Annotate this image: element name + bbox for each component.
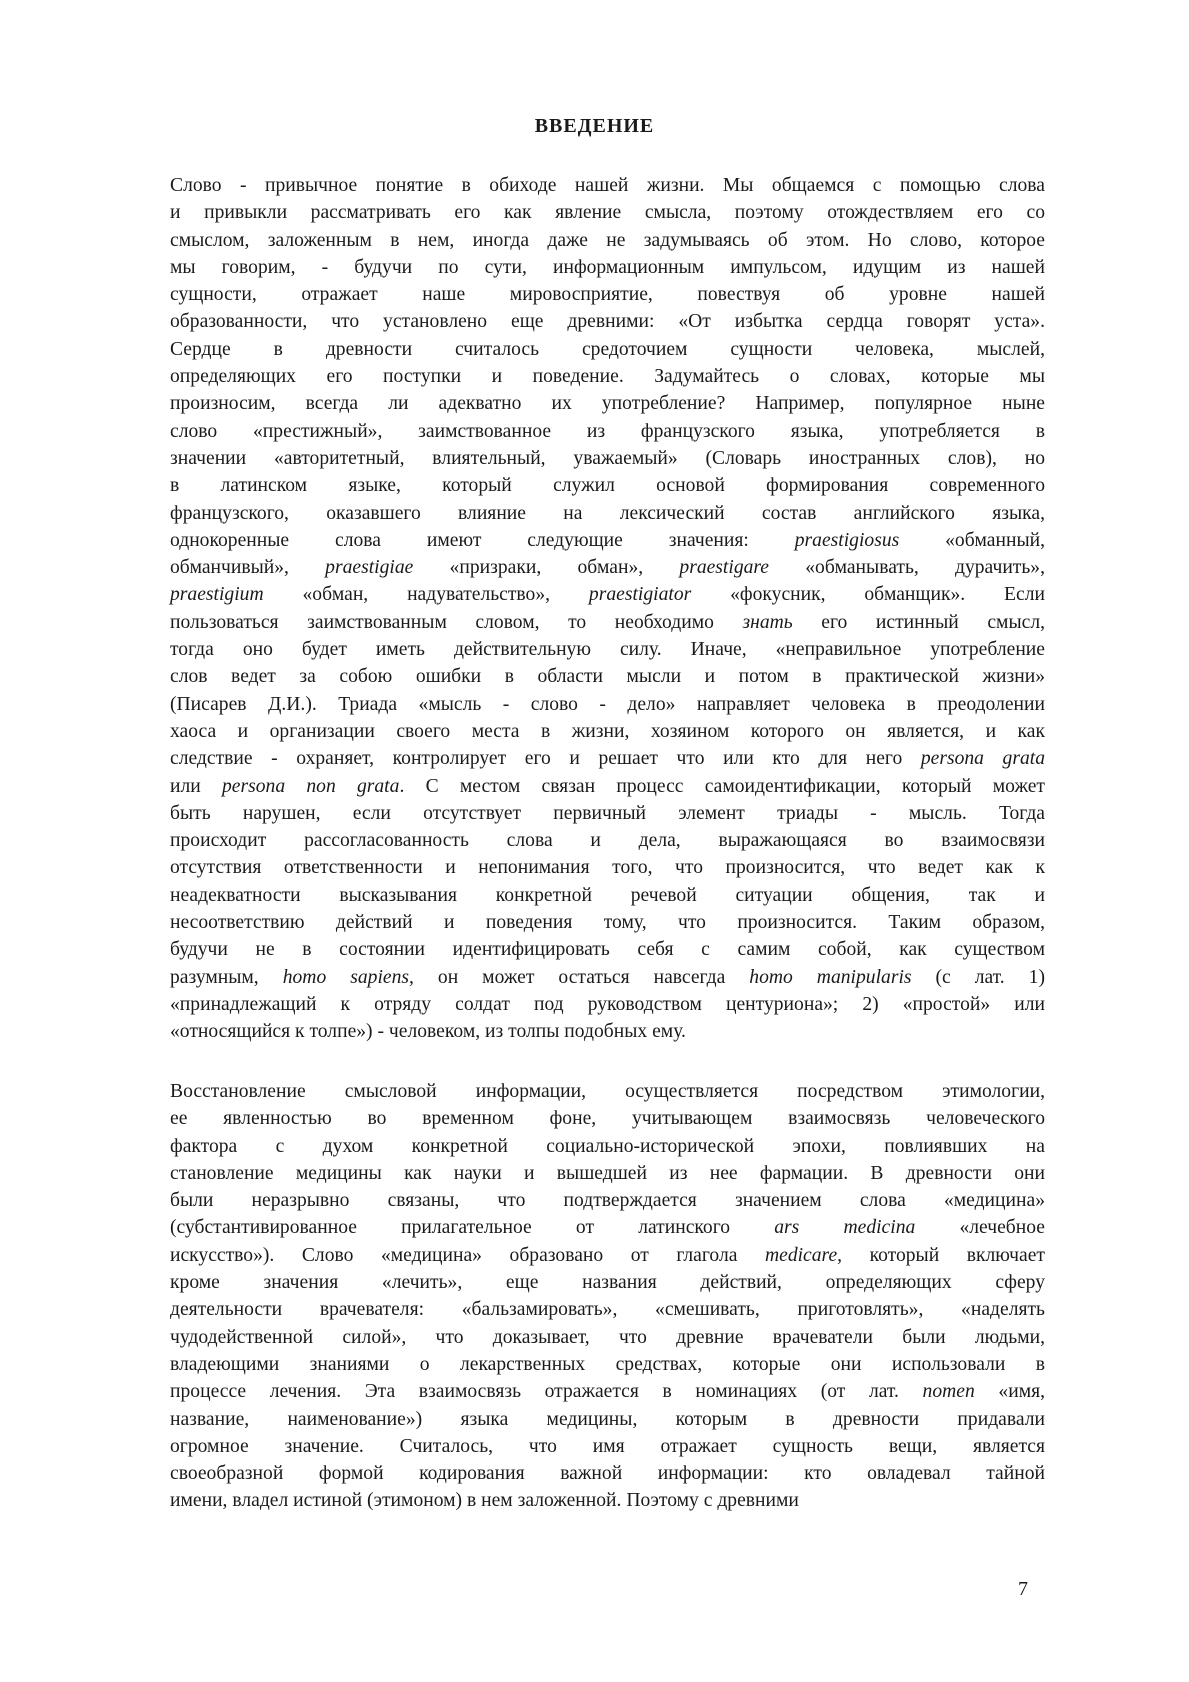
text-segment: быть нарушен, если отсутствует первичный элемент триады - мысль. Тогда [170, 802, 1045, 824]
italic-term: medicare, [764, 1244, 843, 1266]
text-line [170, 336, 1045, 363]
italic-term: praestigare [679, 557, 770, 579]
text-line [170, 991, 1045, 1018]
text-segment: он может остаться навсегда [413, 966, 750, 988]
text-segment: происходит рассогласованность слова и дела, выражающаяся во взаимосвязи [170, 830, 1045, 852]
text-segment: . С местом связан процесс самоидентификации, который может [399, 775, 1045, 797]
text-segment: процессе лечения. Эта взаимосвязь отражается в номинациях (от лат. [170, 1381, 923, 1403]
text-line [170, 1296, 1045, 1323]
text-segment: неадекватности высказывания конкретной речевой ситуации общения, так и [170, 884, 1045, 906]
text-segment: «лечебное [915, 1217, 1045, 1239]
text-segment: своеобразной формой кодирования важной информации: кто овладевал тайной [170, 1463, 1045, 1485]
text-segment: в латинском языке, который служил основой формирования современного [170, 475, 1045, 497]
text-segment: тогда оно будет иметь действительную силу. Иначе, «неправильное употребление [170, 639, 1045, 661]
text-segment: название, наименование») языка медицины, которым в древности придавали [170, 1408, 1045, 1430]
text-segment: будучи не в состоянии идентифицировать себя с самим собой, как существом [170, 939, 1045, 961]
text-line [170, 1269, 1045, 1296]
italic-term: nomen [922, 1381, 975, 1403]
text-line [170, 1160, 1045, 1187]
italic-term: persona non grata [221, 775, 400, 797]
text-segment: или [170, 775, 222, 797]
text-line [170, 854, 1045, 881]
text-line [170, 636, 1045, 663]
text-line [170, 1105, 1045, 1132]
page-title: ВВЕДЕНИЕ [534, 115, 655, 137]
text-segment: имени, владел истиной (этимоном) в нем заложенной. Поэтому с древними [170, 1490, 799, 1512]
text-line [170, 1351, 1045, 1378]
italic-term: homo manipularis [749, 966, 912, 988]
text-segment: слово «престижный», заимствованное из французского языка, употребляется в [170, 420, 1045, 442]
text-line [170, 1406, 1045, 1433]
text-segment: (с лат. 1) [911, 966, 1045, 988]
text-line [170, 1214, 1045, 1241]
text-segment: мы говорим, - будучи по сути, информационным импульсом, идущим из нашей [170, 256, 1045, 278]
text-segment: следствие - охраняет, контролирует его и решает что или кто для него [170, 748, 921, 770]
italic-term: homo sapiens, [282, 966, 414, 988]
text-line [170, 227, 1045, 254]
text-segment: разумным, [170, 966, 283, 988]
text-line [170, 445, 1045, 472]
text-segment: «относящийся к толпе») - человеком, из толпы подобных ему. [170, 1021, 686, 1043]
text-segment: становление медицины как науки и вышедшей из нее фармации. В древности они [170, 1162, 1045, 1184]
text-segment: пользоваться заимствованным словом, то необходимо [170, 611, 743, 633]
text-line [170, 800, 1045, 827]
text-segment: обманчивый», [170, 557, 326, 579]
text-segment: владеющими знаниями о лекарственных средствах, которые они использовали в [170, 1353, 1045, 1375]
text-segment: «обман, надувательство», [263, 584, 589, 606]
italic-term: praestigiosus [794, 529, 900, 551]
text-segment: его истинный смысл, [792, 611, 1045, 633]
text-line [170, 964, 1045, 991]
text-segment: «имя, [974, 1381, 1046, 1403]
paragraph-2 [170, 1078, 1045, 1515]
text-line [170, 609, 1045, 636]
text-segment: «фокусник, обманщик». Если [691, 584, 1045, 606]
text-line [170, 1433, 1045, 1460]
italic-term: persona grata [920, 748, 1046, 770]
text-line [170, 1460, 1045, 1487]
italic-term: praestigiae [325, 557, 414, 579]
text-segment: несоответствию действий и поведения тому, что произносится. Таким образом, [170, 912, 1045, 934]
text-line [170, 254, 1045, 281]
text-line [170, 745, 1045, 772]
paragraph-1 [170, 172, 1045, 1046]
text-line [170, 1324, 1045, 1351]
text-segment: произносим, всегда ли адекватно их употребление? Например, популярное ныне [170, 393, 1045, 415]
text-segment: были неразрывно связаны, что подтверждается значением слова «медицина» [170, 1190, 1045, 1212]
text-line [170, 773, 1045, 800]
italic-term: praestigiator [588, 584, 692, 606]
text-line [170, 909, 1045, 936]
text-segment: образованности, что установлено еще древними: «От избытка сердца говорят уста». [170, 311, 1045, 333]
italic-term: praestigium [170, 584, 264, 606]
text-segment: и привыкли рассматривать его как явление смысла, поэтому отождествляем его со [170, 202, 1045, 224]
text-line [170, 1133, 1045, 1160]
text-segment: смыслом, заложенным в нем, иногда даже не задумываясь об этом. Но слово, которое [170, 229, 1045, 251]
text-line [170, 1018, 1045, 1045]
text-segment: Восстановление смысловой информации, осуществляется посредством этимологии, [170, 1081, 1045, 1102]
text-segment: кроме значения «лечить», еще названия действий, определяющих сферу [170, 1272, 1045, 1294]
text-segment: деятельности врачевателя: «бальзамировать», «смешивать, приготовлять», «наделять [170, 1299, 1045, 1321]
text-segment: хаоса и организации своего места в жизни, хозяином которого он является, и как [170, 720, 1045, 742]
text-line [170, 472, 1045, 499]
text-line [170, 663, 1045, 690]
text-line [170, 581, 1045, 608]
text-segment: ее явленностью во временном фоне, учитывающем взаимосвязь человеческого [170, 1108, 1045, 1130]
text-segment: который включает [842, 1244, 1045, 1266]
text-segment: Сердце в древности считалось средоточием сущности человека, мыслей, [170, 338, 1045, 360]
text-segment: значении «авторитетный, влиятельный, уважаемый» (Словарь иностранных слов), но [170, 447, 1045, 469]
text-segment: слов ведет за собою ошибки в области мысли и потом в практической жизни» [170, 666, 1045, 688]
text-segment: однокоренные слова имеют следующие значения: [170, 529, 795, 551]
italic-term: знать [742, 611, 793, 633]
text-line [170, 1378, 1045, 1405]
text-line [170, 527, 1045, 554]
text-line [170, 882, 1045, 909]
text-line [170, 1078, 1045, 1105]
text-line [170, 554, 1045, 581]
text-line [170, 363, 1045, 390]
text-line [170, 390, 1045, 417]
text-segment: фактора с духом конкретной социально-исторической эпохи, повлиявших на [170, 1135, 1045, 1157]
text-segment: Слово - привычное понятие в обиходе нашей жизни. Мы общаемся с помощью слова [170, 175, 1045, 196]
text-line [170, 500, 1045, 527]
text-line [170, 281, 1045, 308]
text-segment: (Писарев Д.И.). Триада «мысль - слово - дело» направляет человека в преодолении [170, 693, 1045, 715]
text-line [170, 1187, 1045, 1214]
text-segment: «обманный, [899, 529, 1045, 551]
text-segment: «принадлежащий к отряду солдат под руководством центуриона»; 2) «простой» или [170, 993, 1045, 1015]
text-line [170, 1487, 1045, 1514]
text-segment: искусство»). Слово «медицина» образовано от глагола [170, 1244, 765, 1266]
text-line [170, 936, 1045, 963]
text-line [170, 691, 1045, 718]
text-segment: определяющих его поступки и поведение. Задумайтесь о словах, которые мы [170, 366, 1045, 388]
text-segment: сущности, отражает наше мировосприятие, повествуя об уровне нашей [170, 284, 1045, 306]
text-segment: французского, оказавшего влияние на лексический состав английского языка, [170, 502, 1045, 524]
text-line [170, 308, 1045, 335]
text-segment: «призраки, обман», [413, 557, 680, 579]
text-line [170, 1242, 1045, 1269]
text-segment: «обманывать, дурачить», [769, 557, 1045, 579]
text-segment: (субстантивированное прилагательное от латинского [170, 1217, 775, 1239]
text-segment: чудодейственной силой», что доказывает, что древние врачеватели были людьми, [170, 1326, 1045, 1348]
text-line [170, 199, 1045, 226]
page-number: 7 [1018, 1578, 1028, 1600]
text-segment: огромное значение. Считалось, что имя отражает сущность вещи, является [170, 1435, 1045, 1457]
text-line [170, 827, 1045, 854]
text-line [170, 172, 1045, 199]
text-segment: отсутствия ответственности и непонимания того, что произносится, что ведет как к [170, 857, 1045, 879]
italic-term: ars medicina [774, 1217, 916, 1239]
text-line [170, 418, 1045, 445]
text-line [170, 718, 1045, 745]
